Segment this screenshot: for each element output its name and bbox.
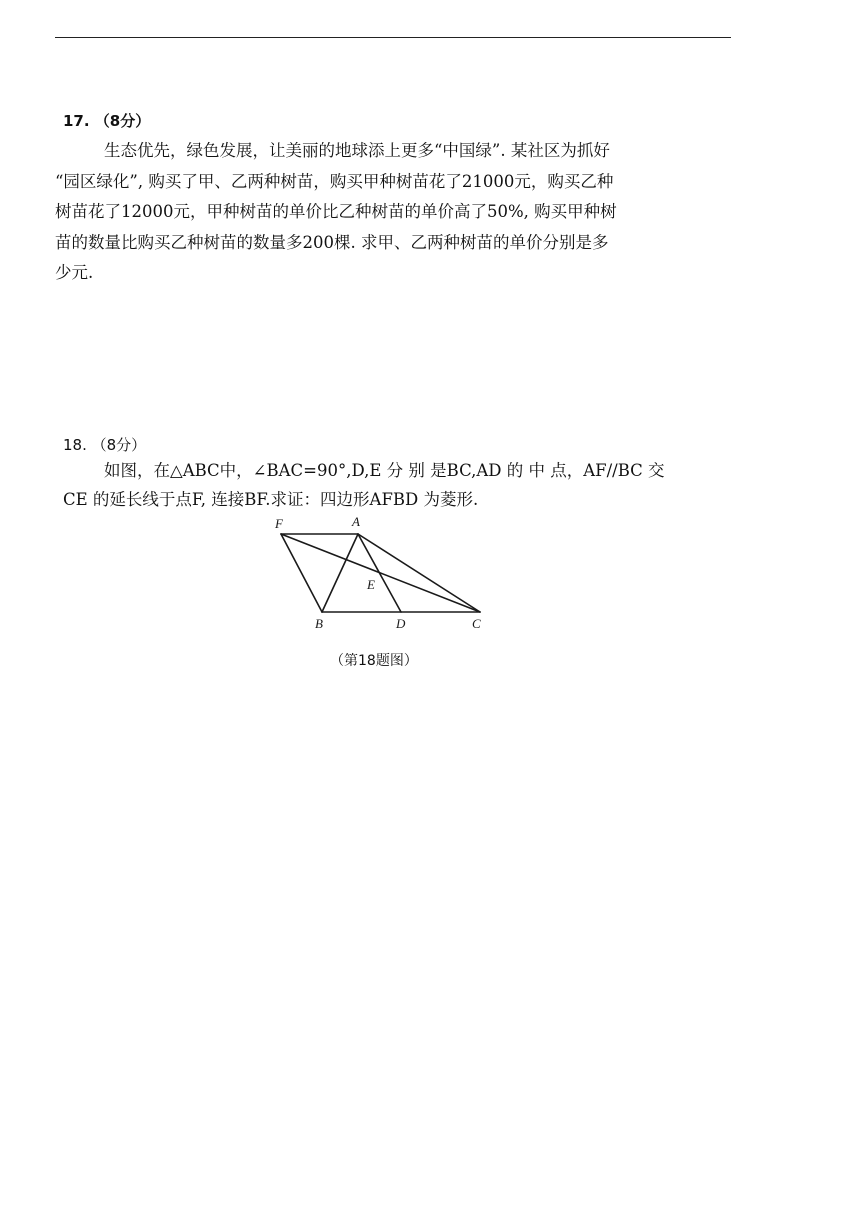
question-18-body xyxy=(55,456,687,514)
label-a: A xyxy=(352,514,360,529)
question-17-line-2: “园区绿化”, 购买了甲、乙两种树苗，购买甲种树苗花了21000元，购买乙种 xyxy=(55,171,614,191)
geometry-figure xyxy=(265,512,495,634)
segment-ac xyxy=(358,534,480,612)
question-18-line-1: 如图，在△ABC中，∠BAC=90°,D,E 分 别 是BC,AD 的 中 点，AF//BC 交 xyxy=(104,461,665,480)
segment-ab xyxy=(322,534,358,612)
question-18-line-2: CE 的延长线于点F, 连接BF.求证：四边形AFBD 为菱形. xyxy=(63,490,479,509)
question-17-line-3: 树苗花了12000元，甲种树苗的单价比乙种树苗的单价高了50%, 购买甲种树 xyxy=(55,202,617,221)
geometry-diagram xyxy=(265,512,495,634)
question-17-line-5: 少元. xyxy=(55,263,94,282)
question-17-heading: 17. （8分） xyxy=(63,112,151,130)
header-rule xyxy=(55,37,731,38)
question-17-body xyxy=(55,136,687,289)
label-f: F xyxy=(275,516,283,531)
figure-caption: （第18题图） xyxy=(330,653,418,669)
question-18-heading: 18. （8分） xyxy=(63,436,147,454)
segment-fc xyxy=(281,534,480,612)
label-c: C xyxy=(472,616,481,631)
label-e: E xyxy=(367,577,375,592)
question-17-line-1: 生态优先，绿色发展，让美丽的地球添上更多“中国绿”. 某社区为抓好 xyxy=(104,141,610,160)
question-17-line-4: 苗的数量比购买乙种树苗的数量多200棵. 求甲、乙两种树苗的单价分别是多 xyxy=(55,232,609,252)
label-b: B xyxy=(315,616,323,631)
segment-fb xyxy=(281,534,322,612)
label-d: D xyxy=(396,616,406,631)
